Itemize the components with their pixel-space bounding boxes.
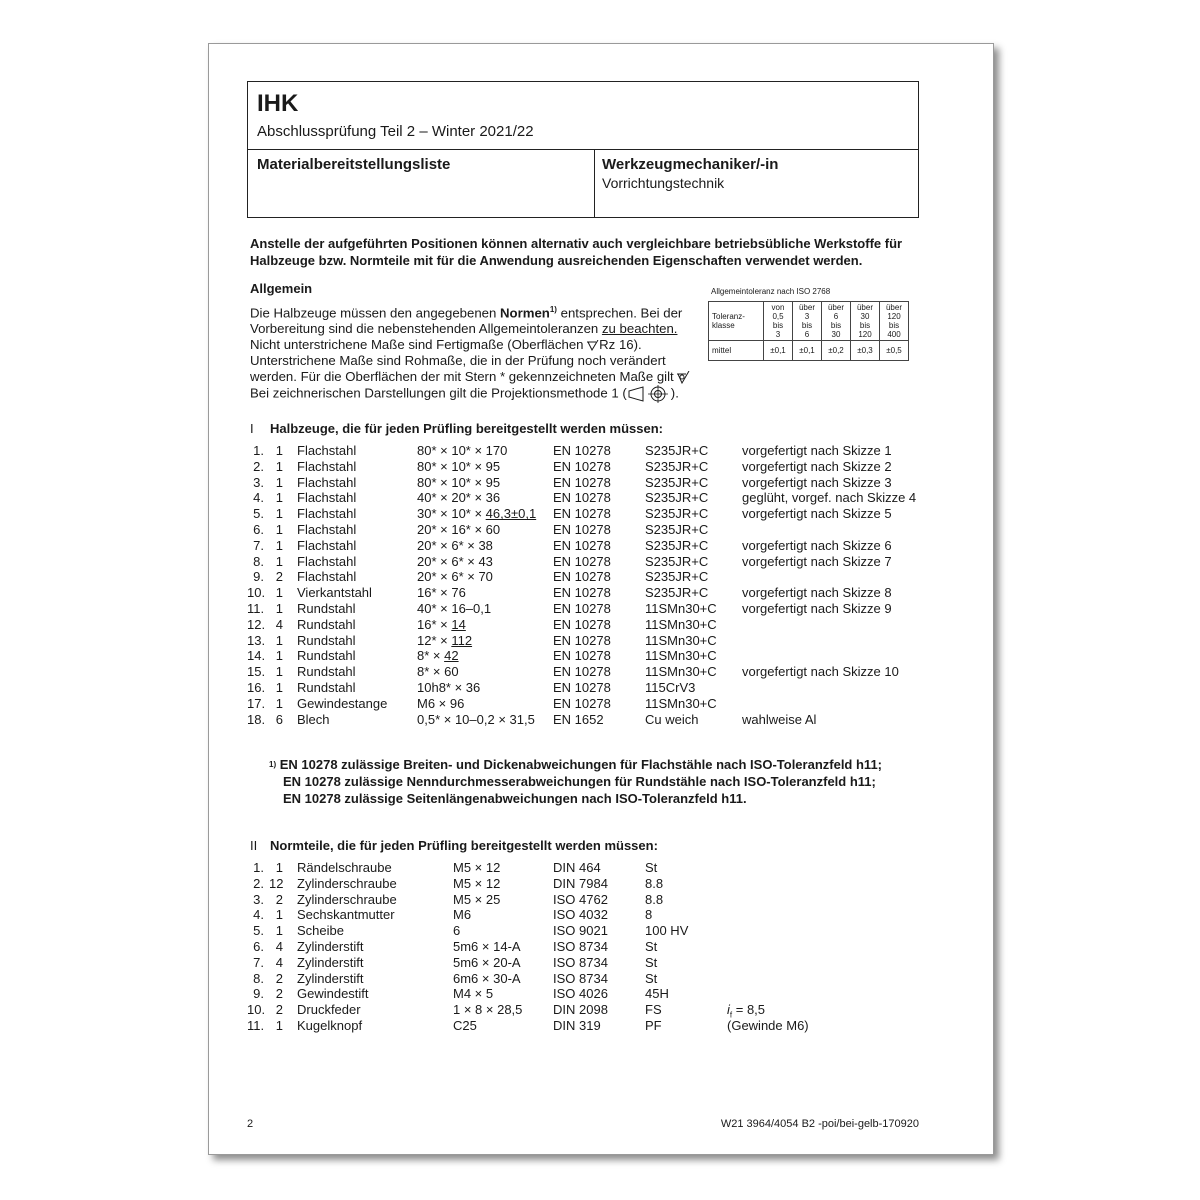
item-standard: ISO 8734	[553, 938, 608, 954]
allg-text: entsprechen. Bei der	[556, 305, 683, 321]
tolerance-value: ±0,1	[764, 341, 793, 361]
item-number: 1.	[253, 860, 264, 875]
item-quantity: 1	[275, 679, 283, 695]
item-dimension: 40* × 20* × 36	[417, 490, 501, 506]
item-dimension	[417, 648, 459, 663]
item-standard: DIN 7984	[553, 875, 608, 891]
item-note: vorgefertigt nach Skizze 6	[742, 537, 892, 553]
dimension-raw-underlined: 46,3±0,1	[485, 506, 537, 522]
item-standard: ISO 4026	[553, 986, 608, 1002]
item-standard: EN 10278	[553, 695, 611, 711]
item-dimension: C25	[453, 1017, 477, 1033]
dimension-finished: 16* ×	[417, 616, 452, 632]
item-quantity: 2	[275, 986, 283, 1002]
item-dimension: M6 × 96	[417, 695, 465, 711]
item-dimension: 8* × 60	[417, 664, 459, 680]
item-standard: EN 10278	[553, 600, 611, 616]
item-number: 2.	[253, 875, 264, 891]
item-number: 16.	[247, 679, 266, 695]
item-quantity: 1	[275, 695, 283, 711]
footnote-ref: 1)	[549, 305, 557, 314]
item-quantity: 1	[275, 458, 283, 474]
org-title: IHK	[257, 90, 299, 117]
header-box	[247, 81, 919, 218]
dimension-finished: 12* ×	[417, 632, 452, 648]
surface-finish-machined-icon	[677, 371, 691, 384]
item-standard: ISO 9021	[553, 923, 608, 939]
tolerance-range-cell: von 0,5 bis 3	[764, 302, 793, 341]
item-quantity: 1	[275, 648, 283, 664]
item-number: 6.	[253, 521, 264, 537]
item-dimension: M5 × 12	[453, 875, 501, 891]
item-number: 2.	[253, 458, 264, 474]
allgemein-paragraph	[250, 302, 700, 403]
item-name: Rändelschraube	[297, 860, 392, 875]
item-quantity: 4	[275, 616, 283, 632]
item-name: Flachstahl	[297, 506, 357, 522]
item-material: S235JR+C	[645, 585, 709, 601]
item-material: 115CrV3	[645, 679, 696, 695]
item-material: 45H	[645, 986, 669, 1002]
spring-symbol-sub: f	[729, 1010, 733, 1020]
item-dimension: 80* × 10* × 95	[417, 458, 501, 474]
item-quantity: 12	[269, 875, 284, 891]
item-material: St	[645, 970, 658, 986]
item-number: 18.	[247, 711, 266, 727]
header-top-cell	[248, 82, 918, 150]
item-dimension: 5m6 × 20-A	[453, 954, 521, 970]
allgemein-heading: Allgemein	[250, 281, 313, 296]
item-number: 17.	[247, 695, 266, 711]
item-quantity: 1	[275, 664, 283, 680]
item-note: wahlweise Al	[742, 711, 817, 727]
item-dimension	[417, 617, 466, 632]
item-name: Rundstahl	[297, 632, 356, 648]
allg-text: Die Halbzeuge müssen den angegebenen	[250, 305, 501, 321]
item-number: 7.	[253, 537, 264, 553]
document-code: W21 3964/4054 B2 -poi/bei-gelb-170920	[720, 1118, 919, 1130]
item-note: vorgefertigt nach Skizze 5	[742, 506, 892, 522]
header-text: Toleranz-	[712, 312, 745, 321]
item-dimension: 20* × 6* × 43	[417, 553, 493, 569]
item-standard: EN 10278	[553, 569, 611, 585]
item-quantity: 2	[275, 569, 283, 585]
document-page	[208, 43, 994, 1155]
item-number: 9.	[253, 986, 264, 1002]
item-material: St	[645, 860, 658, 875]
item-dimension: M4 × 5	[453, 986, 494, 1002]
item-note: (Gewinde M6)	[727, 1017, 809, 1033]
section1-heading	[250, 421, 663, 436]
spring-symbol: i	[727, 1002, 730, 1018]
dimension-raw-underlined: 42	[444, 648, 459, 664]
section-heading-text: Normteile, die für jeden Prüfling bereitgestellt werden müssen:	[270, 838, 658, 853]
item-name: Flachstahl	[297, 443, 357, 458]
item-material: FS	[645, 1002, 662, 1018]
dimension-finished: 8* ×	[417, 648, 445, 664]
item-material: 11SMn30+C	[645, 695, 717, 711]
item-number: 11.	[247, 600, 265, 616]
projection-method-icon	[627, 385, 671, 403]
item-standard: EN 10278	[553, 537, 611, 553]
footnote-block	[269, 756, 882, 807]
tolerance-range-cell: über 6 bis 30	[822, 302, 851, 341]
item-name: Rundstahl	[297, 600, 356, 616]
item-name: Scheibe	[297, 923, 344, 939]
item-material: S235JR+C	[645, 443, 709, 458]
item-quantity: 1	[275, 923, 283, 939]
item-quantity: 6	[275, 711, 283, 727]
item-dimension: M6	[453, 907, 472, 923]
item-number: 10.	[247, 1002, 266, 1018]
tolerance-value: ±0,5	[880, 341, 909, 361]
section-heading-text: Halbzeuge, die für jeden Prüfling bereitgestellt werden müssen:	[270, 421, 663, 436]
item-quantity: 2	[275, 1002, 283, 1018]
tolerance-value: ±0,2	[822, 341, 851, 361]
item-dimension: 6m6 × 30-A	[453, 970, 521, 986]
item-dimension	[417, 506, 536, 521]
allg-text: Unterstrichene Maße sind Rohmaße, die in der Prüfung noch verändert	[250, 353, 666, 369]
item-standard: EN 10278	[553, 585, 611, 601]
item-name: Zylinderschraube	[297, 891, 397, 907]
item-name: Rundstahl	[297, 648, 356, 664]
allg-text: Vorbereitung sind die nebenstehenden Allgemeintoleranzen	[250, 321, 602, 337]
item-number: 8.	[253, 970, 264, 986]
item-material: S235JR+C	[645, 537, 709, 553]
item-standard: DIN 319	[553, 1017, 601, 1033]
section-numeral: II	[250, 838, 258, 853]
item-name: Sechskantmutter	[297, 907, 395, 923]
item-standard: EN 10278	[553, 506, 611, 522]
item-name: Zylinderstift	[297, 954, 364, 970]
item-standard: EN 10278	[553, 664, 611, 680]
allg-text: ).	[633, 337, 642, 353]
tolerance-value: ±0,1	[793, 341, 822, 361]
item-dimension: 20* × 16* × 60	[417, 521, 501, 537]
item-dimension	[417, 633, 472, 648]
section-numeral: I	[250, 421, 254, 436]
item-quantity: 1	[275, 537, 283, 553]
exam-title: Abschlussprüfung Teil 2 – Winter 2021/22	[257, 123, 534, 140]
item-material: S235JR+C	[645, 458, 709, 474]
item-number: 15.	[247, 664, 266, 680]
item-quantity: 4	[275, 954, 283, 970]
item-name: Rundstahl	[297, 616, 356, 632]
item-standard: DIN 2098	[553, 1002, 608, 1018]
item-note: vorgefertigt nach Skizze 10	[742, 664, 899, 680]
item-quantity: 1	[275, 490, 283, 506]
item-number: 11.	[247, 1017, 265, 1033]
item-material: S235JR+C	[645, 521, 709, 537]
item-quantity: 1	[275, 1017, 283, 1033]
tolerance-class-header	[709, 302, 764, 341]
item-quantity: 1	[275, 632, 283, 648]
item-standard: EN 10278	[553, 648, 611, 664]
item-material: S235JR+C	[645, 506, 709, 522]
item-dimension: 80* × 10* × 95	[417, 474, 501, 490]
item-standard: EN 10278	[553, 490, 611, 506]
item-material: 8	[645, 907, 653, 923]
item-quantity: 2	[275, 970, 283, 986]
item-number: 3.	[253, 891, 264, 907]
item-name: Flachstahl	[297, 474, 357, 490]
item-number: 12.	[247, 616, 266, 632]
item-number: 5.	[253, 923, 264, 939]
item-material: 11SMn30+C	[645, 616, 717, 632]
item-quantity: 1	[275, 907, 283, 923]
item-note: vorgefertigt nach Skizze 2	[742, 458, 892, 474]
item-dimension: 10h8* × 36	[417, 679, 481, 695]
item-material: 11SMn30+C	[645, 664, 717, 680]
item-number: 5.	[253, 506, 264, 522]
list-title: Materialbereitstellungsliste	[257, 156, 451, 173]
footnote-line: EN 10278 zulässige Seitenlängenabweichungen nach ISO-Toleranzfeld h11.	[283, 791, 747, 806]
item-note: vorgefertigt nach Skizze 1	[742, 443, 892, 458]
item-number: 3.	[253, 474, 264, 490]
item-name: Gewindestift	[297, 986, 369, 1002]
dimension-raw-underlined: 14	[451, 616, 466, 632]
item-number: 9.	[253, 569, 264, 585]
item-standard: DIN 464	[553, 860, 601, 875]
item-note: geglüht, vorgef. nach Skizze 4	[742, 490, 917, 506]
item-standard: ISO 4762	[553, 891, 608, 907]
item-name: Kugelknopf	[297, 1017, 363, 1033]
page-number: 2	[247, 1118, 254, 1130]
tolerance-range-cell: über 30 bis 120	[851, 302, 880, 341]
dimension-finished: 30* × 10* ×	[417, 506, 486, 522]
item-name: Gewindestange	[297, 695, 388, 711]
item-name: Flachstahl	[297, 490, 357, 506]
item-standard: EN 10278	[553, 679, 611, 695]
item-name: Flachstahl	[297, 569, 357, 585]
dimension-raw-underlined: 112	[451, 632, 473, 648]
footnote-mark: 1)	[269, 760, 277, 769]
item-material: 11SMn30+C	[645, 600, 717, 616]
item-number: 8.	[253, 553, 264, 569]
item-material: S235JR+C	[645, 490, 709, 506]
item-quantity: 4	[275, 938, 283, 954]
item-dimension: 20* × 6* × 70	[417, 569, 493, 585]
item-quantity: 1	[275, 443, 283, 458]
header-left-cell	[248, 149, 595, 217]
item-dimension: 40* × 16–0,1	[417, 600, 492, 616]
allg-text: Nicht unterstrichene Maße sind Fertigmaße (Oberflächen	[250, 337, 588, 353]
allg-text: Bei zeichnerischen Darstellungen gilt die Projektionsmethode 1 (	[250, 385, 627, 401]
tolerance-table	[708, 301, 909, 361]
item-dimension: 6	[453, 923, 461, 939]
item-quantity: 2	[275, 891, 283, 907]
item-material: 100 HV	[645, 923, 689, 939]
item-material: 8.8	[645, 875, 664, 891]
allg-text-bold: Normen	[500, 305, 550, 321]
tolerance-row-label: mittel	[709, 341, 764, 361]
item-standard: ISO 8734	[553, 970, 608, 986]
item-material: 8.8	[645, 891, 664, 907]
spring-value: = 8,5	[732, 1002, 766, 1018]
specialty-title: Vorrichtungstechnik	[602, 175, 725, 191]
item-material: Cu weich	[645, 711, 699, 727]
allg-text: werden. Für die Oberflächen der mit Stern * gekennzeichneten Maße gilt	[250, 369, 674, 385]
item-name: Flachstahl	[297, 553, 357, 569]
tolerance-range-cell: über 120 bis 400	[880, 302, 909, 341]
item-quantity: 1	[275, 860, 283, 875]
item-number: 13.	[247, 632, 266, 648]
item-dimension: 5m6 × 14-A	[453, 938, 521, 954]
item-quantity: 1	[275, 521, 283, 537]
item-standard: ISO 4032	[553, 907, 608, 923]
item-material: St	[645, 938, 658, 954]
item-standard: EN 10278	[553, 632, 611, 648]
item-name: Flachstahl	[297, 537, 357, 553]
tolerance-title: Allgemeintoleranz nach ISO 2768	[711, 287, 831, 296]
item-standard: EN 10278	[553, 458, 611, 474]
item-name: Zylinderstift	[297, 938, 364, 954]
footnote-line: EN 10278 zulässige Breiten- und Dickenabweichungen für Flachstähle nach ISO-Toleranzfeld h11;	[279, 757, 882, 772]
item-dimension: 16* × 76	[417, 585, 466, 601]
item-dimension: 80* × 10* × 170	[417, 443, 508, 458]
item-name: Vierkantstahl	[297, 585, 372, 601]
item-material: PF	[645, 1017, 662, 1033]
item-standard: EN 10278	[553, 443, 611, 458]
item-standard: EN 10278	[553, 474, 611, 490]
header-text: klasse	[712, 321, 735, 330]
item-material: S235JR+C	[645, 474, 709, 490]
item-name: Flachstahl	[297, 458, 357, 474]
footnote-line: EN 10278 zulässige Nenndurchmesserabweichungen für Rundstähle nach ISO-Toleranzfeld h11;	[283, 774, 876, 789]
item-name: Rundstahl	[297, 664, 356, 680]
item-material: St	[645, 954, 658, 970]
item-number: 4.	[253, 907, 264, 923]
item-material: S235JR+C	[645, 569, 709, 585]
item-name: Rundstahl	[297, 679, 356, 695]
item-quantity: 1	[275, 506, 283, 522]
item-note: vorgefertigt nach Skizze 7	[742, 553, 892, 569]
item-dimension: M5 × 25	[453, 891, 501, 907]
surface-finish-icon	[587, 340, 599, 351]
item-note: vorgefertigt nach Skizze 3	[742, 474, 892, 490]
item-dimension: 0,5* × 10–0,2 × 31,5	[417, 711, 535, 727]
item-standard: ISO 8734	[553, 954, 608, 970]
item-note: vorgefertigt nach Skizze 9	[742, 600, 892, 616]
tolerance-value: ±0,3	[851, 341, 880, 361]
allg-text-underlined: zu beachten.	[601, 321, 678, 337]
item-number: 6.	[253, 938, 264, 954]
item-number: 4.	[253, 490, 264, 506]
item-quantity: 1	[275, 474, 283, 490]
item-name: Blech	[297, 711, 330, 727]
intro-text: Anstelle der aufgeführten Positionen können alternativ auch vergleichbare betriebsübliche Werkstoffe für Halbzeuge bzw. Normteile mit für die Anwendung ausreichenden Eigenschaften verwendet werden.	[250, 236, 903, 268]
item-note: vorgefertigt nach Skizze 8	[742, 585, 892, 601]
section2-heading	[250, 838, 658, 853]
allg-text: ).	[670, 385, 679, 401]
item-standard: EN 1652	[553, 711, 604, 727]
item-dimension: M5 × 12	[453, 860, 501, 875]
tolerance-range-cell: über 3 bis 6	[793, 302, 822, 341]
item-quantity: 1	[275, 585, 283, 601]
item-quantity: 1	[275, 553, 283, 569]
item-number: 10.	[247, 585, 266, 601]
allg-text: Rz 16	[599, 337, 634, 353]
item-quantity: 1	[275, 600, 283, 616]
item-number: 14.	[247, 648, 266, 664]
item-standard: EN 10278	[553, 521, 611, 537]
item-name: Zylinderschraube	[297, 875, 397, 891]
item-standard: EN 10278	[553, 616, 611, 632]
item-number: 7.	[253, 954, 264, 970]
item-dimension: 1 × 8 × 28,5	[453, 1002, 523, 1018]
item-material: 11SMn30+C	[645, 632, 717, 648]
item-name: Druckfeder	[297, 1002, 361, 1018]
item-material: 11SMn30+C	[645, 648, 717, 664]
item-dimension: 20* × 6* × 38	[417, 537, 493, 553]
item-standard: EN 10278	[553, 553, 611, 569]
item-name: Zylinderstift	[297, 970, 364, 986]
item-material: S235JR+C	[645, 553, 709, 569]
profession-title: Werkzeugmechaniker/-in	[602, 156, 779, 173]
item-number: 1.	[253, 443, 264, 458]
item-name: Flachstahl	[297, 521, 357, 537]
